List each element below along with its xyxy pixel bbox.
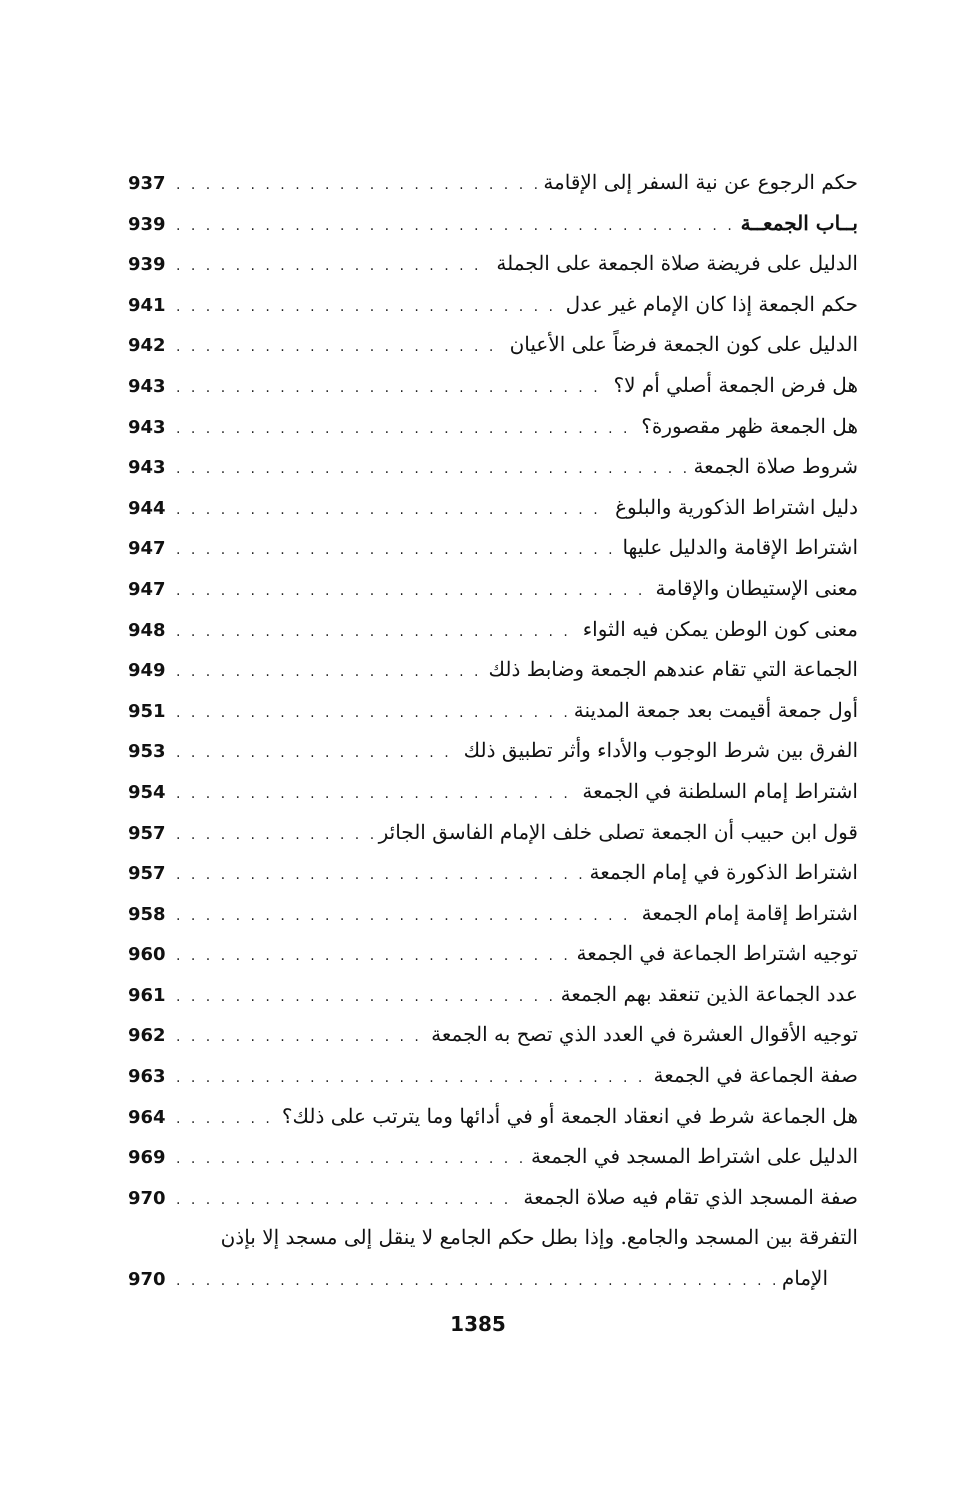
dot-leader: [176, 1261, 776, 1302]
toc-entry: [128, 527, 858, 568]
toc-entry-page: 957: [128, 822, 166, 844]
toc-entry: [128, 243, 858, 284]
dot-leader: [176, 165, 537, 206]
toc-entry: [128, 1217, 858, 1258]
toc-entry-title: توجيه اشتراط الجماعة في الجمعة: [576, 941, 858, 966]
toc-entry-page: 948: [128, 619, 166, 641]
toc-entry-title: هل الجمعة ظهر مقصورة؟: [641, 413, 858, 438]
dot-leader: [176, 571, 650, 612]
dot-leader: [176, 977, 555, 1018]
dot-leader: [176, 1139, 525, 1180]
toc-entry-page: 970: [128, 1269, 166, 1291]
dot-leader: [176, 1017, 425, 1058]
toc-entry-title: الجماعة التي تقام عندهم الجمعة وضابط ذلك: [488, 657, 858, 682]
toc-entry-page: 961: [128, 984, 166, 1006]
toc-entry-title: دليل اشتراط الذكورية والبلوغ: [615, 494, 858, 519]
dot-leader: [176, 368, 607, 409]
dot-leader: [176, 733, 458, 774]
toc-entry-page: 949: [128, 660, 166, 682]
toc-entry: [128, 203, 858, 244]
dot-leader: [176, 1180, 517, 1221]
toc-entry-page: 939: [128, 254, 166, 276]
toc-entry-page: 942: [128, 335, 166, 357]
toc-entry-page: 962: [128, 1025, 166, 1047]
dot-leader: [176, 1099, 276, 1140]
dot-leader: [176, 327, 504, 368]
toc-entry-title: صفة الجماعة في الجمعة: [653, 1063, 858, 1088]
toc-entry-title: أول جمعة أقيمت بعد جمعة المدينة: [573, 697, 858, 722]
toc-entry-title: الإمام: [781, 1266, 828, 1291]
toc-entry-page: 958: [128, 903, 166, 925]
toc-entry-page: 957: [128, 863, 166, 885]
toc-entry: [128, 933, 858, 974]
toc-entry: [128, 1177, 858, 1218]
toc-entry-page: 939: [128, 213, 166, 235]
toc-entry-page: 937: [128, 173, 166, 194]
toc-entry: [128, 1014, 858, 1055]
toc-entry-page: 947: [128, 578, 166, 600]
toc-entry-title: الفرق بين شرط الوجوب والأداء وأثر تطبيق ذلك: [463, 738, 858, 763]
table-of-contents: [128, 162, 858, 1299]
dot-leader: [176, 246, 490, 287]
toc-entry-page: 963: [128, 1066, 166, 1088]
dot-leader: [176, 936, 571, 977]
toc-entry-title: بــاب الجمعــة: [740, 210, 858, 235]
toc-entry-title: الدليل على اشتراط المسجد في الجمعة: [530, 1144, 858, 1169]
toc-entry-title: اشتراط إمام السلطنة في الجمعة: [582, 778, 858, 803]
toc-entry-page: 944: [128, 497, 166, 519]
page-number: 1385: [450, 1312, 506, 1336]
toc-entry-page: 964: [128, 1106, 166, 1128]
toc-entry: [128, 609, 858, 650]
toc-entry-title: التفرقة بين المسجد والجامع. وإذا بطل حكم الجامع لا ينقل إلى مسجد إلا بإذن: [220, 1225, 858, 1250]
toc-entry-title: معنى الإستيطان والإقامة: [655, 575, 858, 600]
toc-entry-title: هل الجماعة شرط في انعقاد الجمعة أو في أدائها وما يترتب على ذلك؟: [281, 1103, 858, 1128]
toc-entry: [128, 568, 858, 609]
toc-entry: [128, 487, 858, 528]
toc-entry: [128, 690, 858, 731]
toc-entry: [128, 1055, 858, 1096]
toc-entry-title: صفة المسجد الذي تقام فيه صلاة الجمعة: [523, 1184, 858, 1209]
dot-leader: [176, 652, 483, 693]
toc-entry: [128, 324, 858, 365]
toc-entry-page: 947: [128, 538, 166, 560]
dot-leader: [176, 855, 584, 896]
toc-entry: [128, 730, 858, 771]
dot-leader: [176, 612, 577, 653]
toc-entry: [128, 649, 858, 690]
toc-entry: [128, 162, 858, 203]
toc-entry-title: معنى كون الوطن يمكن فيه الثواء: [582, 616, 858, 641]
dot-leader: [176, 490, 609, 531]
dot-leader: [176, 449, 687, 490]
toc-entry: [128, 893, 858, 934]
toc-entry: [128, 1096, 858, 1137]
toc-entry-title: توجيه الأقوال العشرة في العدد الذي تصح به الجمعة: [431, 1022, 858, 1047]
toc-entry-continuation: [128, 1258, 858, 1299]
dot-leader: [176, 409, 635, 450]
toc-entry-page: 954: [128, 781, 166, 803]
toc-entry-title: الدليل على فريضة صلاة الجمعة على الجملة: [496, 251, 858, 276]
dot-leader: [176, 774, 576, 815]
toc-entry-page: 943: [128, 375, 166, 397]
toc-entry-title: اشتراط الذكورة في إمام الجمعة: [589, 860, 858, 885]
toc-entry-title: حكم الجمعة إذا كان الإمام غير عدل: [565, 291, 858, 316]
toc-entry-title: شروط صلاة الجمعة: [693, 454, 858, 479]
toc-entry-title: قول ابن حبيب أن الجمعة تصلى خلف الإمام الفاسق الجائر: [378, 819, 858, 844]
toc-entry: [128, 284, 858, 325]
dot-leader: [176, 1058, 648, 1099]
toc-entry-page: 953: [128, 741, 166, 763]
toc-entry-title: عدد الجماعة الذين تنعقد بهم الجمعة: [560, 981, 858, 1006]
toc-entry: [128, 406, 858, 447]
dot-leader: [176, 206, 735, 247]
toc-entry: [128, 974, 858, 1015]
toc-entry: [128, 771, 858, 812]
toc-entry-page: 960: [128, 944, 166, 966]
toc-entry-page: 951: [128, 700, 166, 722]
dot-leader: [176, 896, 636, 937]
toc-entry-title: هل فرض الجمعة أصلي أم لا؟: [613, 372, 858, 397]
dot-leader: [176, 693, 568, 734]
toc-entry: [128, 1136, 858, 1177]
toc-entry: [128, 812, 858, 853]
toc-entry: [128, 365, 858, 406]
toc-entry-title: اشتراط الإقامة والدليل عليها: [622, 535, 858, 560]
toc-entry-page: 941: [128, 294, 166, 316]
toc-entry-title: الدليل على كون الجمعة فرضاً على الأعيان: [509, 332, 858, 357]
toc-entry-page: 970: [128, 1187, 166, 1209]
toc-entry-title: اشتراط إقامة إمام الجمعة: [641, 900, 858, 925]
toc-entry: [128, 852, 858, 893]
toc-entry-title: حكم الرجوع عن نية السفر إلى الإقامة: [543, 170, 858, 194]
toc-entry-page: 943: [128, 457, 166, 479]
dot-leader: [176, 530, 616, 571]
dot-leader: [176, 287, 560, 328]
toc-entry: [128, 446, 858, 487]
dot-leader: [176, 815, 373, 856]
toc-entry-page: 943: [128, 416, 166, 438]
toc-entry-page: 969: [128, 1147, 166, 1169]
